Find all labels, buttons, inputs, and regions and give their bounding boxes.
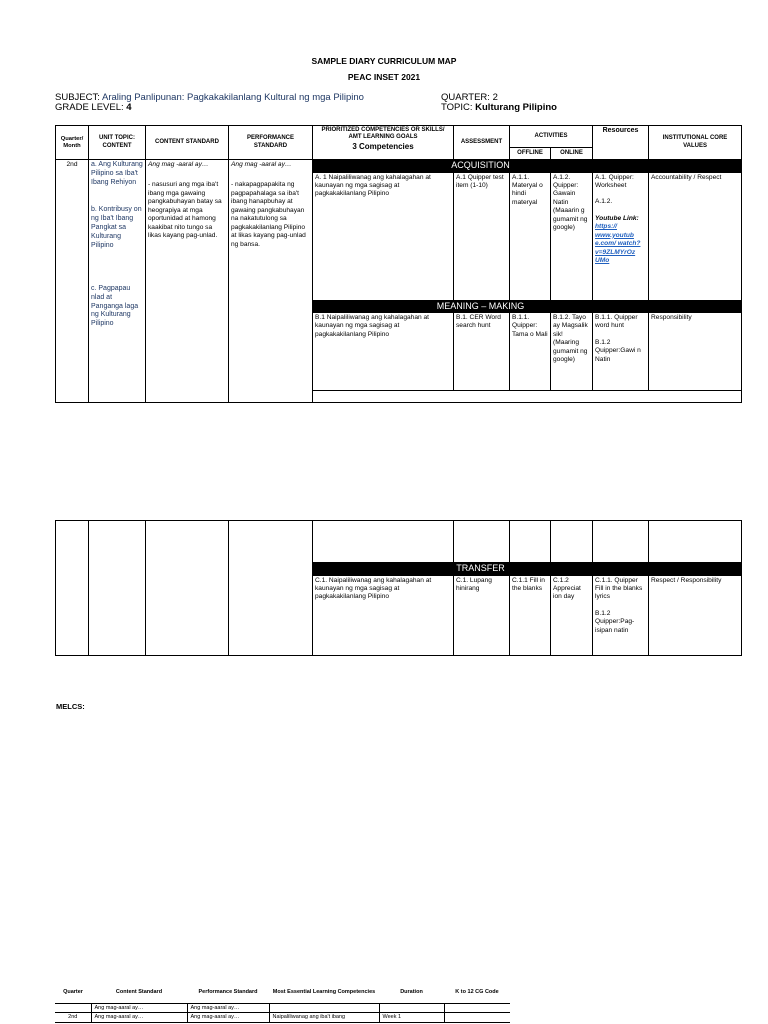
values-c: Respect / Responsibility (649, 575, 742, 655)
melc-row-content: Ang mag-aaral ay… (91, 1013, 187, 1023)
res-b2: B.1.2 Quipper:Gawi n Natin (595, 338, 641, 363)
col-quarter: Quarter/ Month (56, 126, 89, 160)
values-header-spacer-2 (649, 300, 742, 313)
resources-a (593, 172, 649, 300)
melc-table (55, 983, 510, 1023)
perf-intro: Ang mag -aaral ay… (231, 161, 292, 168)
grade-label: GRADE LEVEL: (55, 102, 124, 113)
values-b: Responsibility (649, 313, 742, 391)
offline-c: C.1.1 Fill in the blanks (510, 575, 551, 655)
performance-standard-cell (229, 160, 313, 403)
t2-blank-5 (593, 521, 649, 563)
unit-topic-cell (89, 160, 146, 403)
assessment-a: A.1 Quipper test item (1-10) (454, 172, 510, 300)
col-competencies-sub: 3 Competencies (352, 142, 414, 152)
melc-col-performance: Performance Standard (187, 983, 269, 1003)
col-competencies (313, 126, 454, 160)
col-resources: Resources (593, 126, 649, 160)
subject-label: SUBJECT: (55, 92, 100, 103)
perf-text: - nakapagpapakita ng pagpapahalaga sa iba't ibang hanapbuhay at gawaing pangkabuhayan na nakatutulong sa pagkakakilanlang Pilipino at likas kayang pag-unlad ng bansa. (231, 181, 306, 248)
curriculum-map-table-2 (55, 520, 742, 656)
res-c2: B.1.2 Quipper:Pag-isipan natin (595, 609, 635, 634)
melc-col-quarter: Quarter (55, 983, 91, 1003)
competency-c: C.1. Naipaliliwanag ang kahalagahan at kaunayan ng mga sagisag at pagkakakilanlang Pilipino (313, 575, 454, 655)
melc-row-duration: Week 1 (379, 1013, 444, 1023)
res-a1: A.1. Quipper: Worksheet (595, 173, 634, 189)
topic-label: TOPIC: (441, 102, 473, 113)
quarter-cell: 2nd (56, 160, 89, 403)
transfer-spacer (649, 563, 742, 576)
col-online: ONLINE (551, 148, 593, 160)
col-performance-standard: PERFORMANCE STANDARD (229, 126, 313, 160)
curriculum-map-table (55, 125, 742, 403)
section-acquisition: ACQUISITION (313, 160, 649, 173)
quarter-value: 2 (492, 92, 498, 103)
melcs-label: MELCS: (56, 702, 85, 711)
resources-c (593, 575, 649, 655)
values-a: Accountability / Respect (649, 172, 742, 300)
t2-quarter (56, 521, 89, 656)
unit-a: a. Ang Kulturang Pilipino sa Iba't Ibang Rehiyon (91, 161, 143, 186)
melc-row-code (444, 1013, 510, 1023)
col-core-values: INSTITUTIONAL CORE VALUES (649, 126, 742, 160)
doc-title: SAMPLE DIARY CURRICULUM MAP (311, 56, 457, 66)
offline-a: A.1.1. Materyal o hindi materyal (510, 172, 551, 300)
grade-line (55, 102, 132, 113)
col-unit: UNIT TOPIC: CONTENT (89, 126, 146, 160)
t2-blank-4 (551, 521, 593, 563)
resources-b (593, 313, 649, 391)
melc-row-comp: Naipaliliwanag ang iba't ibang (269, 1013, 379, 1023)
res-c1: C.1.1. Quipper Fill in the blanks lyrics (595, 576, 643, 601)
res-b1: B.1.1. Quipper word hunt (595, 314, 638, 330)
doc-subtitle: PEAC INSET 2021 (347, 72, 421, 82)
t2-blank-2 (454, 521, 510, 563)
col-activities: ACTIVITIES (510, 126, 593, 148)
melc-intro-quarter (55, 1003, 91, 1013)
melc-intro-perf: Ang mag-aaral ay… (187, 1003, 269, 1013)
melc-row-perf: Ang mag-aaral ay… (187, 1013, 269, 1023)
melc-col-content: Content Standard (91, 983, 187, 1003)
content-text: - nasusuri ang mga iba't ibang mga gawaing pangkabuhayan batay sa heograpiya at mga oportunidad at hamong kaakibat nito tungo sa likas kayang pag-unlad. (148, 181, 222, 240)
grade-value: 4 (126, 102, 132, 113)
offline-b: B.1.1. Quipper: Tama o Mali (510, 313, 551, 391)
youtube-link[interactable]: https:// www.youtub e.com/ watch? v=9ZLMYrOz UMo (595, 223, 641, 265)
online-b: B.1.2. Tayo ay Magsalik sik! (Maaring gumamit ng google) (551, 313, 593, 391)
t2-unit (89, 521, 146, 656)
col-competencies-label: PRIORITIZED COMPETENCIES OR SKILLS/ AMT LEARNING GOALS (321, 127, 445, 141)
topic-value: Kulturang Pilipino (475, 102, 557, 113)
melc-col-duration: Duration (379, 983, 444, 1003)
section-meaning-making: MEANING – MAKING (313, 300, 649, 313)
t2-blank-6 (649, 521, 742, 563)
quarter-label: QUARTER: (441, 92, 490, 103)
competency-b: B.1 Naipaliliwanag ang kahalagahan at kaunayan ng mga sagisag at pagkakakilanlang Pilipino (313, 313, 454, 391)
unit-c: c. Pagpapau nlad at Panganga laga ng Kulturang Pilipino (91, 284, 139, 328)
col-content-standard: CONTENT STANDARD (146, 126, 229, 160)
assessment-b: B.1. CER Word search hunt (454, 313, 510, 391)
values-header-spacer (649, 160, 742, 173)
online-a: A.1.2. Quipper: Gawain Natin (Maaarin g gumamit ng google) (551, 172, 593, 300)
melc-intro-content: Ang mag-aaral ay… (91, 1003, 187, 1013)
row1-spacer (313, 391, 742, 403)
melc-col-code: K to 12 CG Code (444, 983, 510, 1003)
content-intro: Ang mag -aaral ay… (148, 161, 209, 168)
melc-col-competencies: Most Essential Learning Competencies (269, 983, 379, 1003)
melc-intro-code (444, 1003, 510, 1013)
melc-intro-duration (379, 1003, 444, 1013)
t2-blank-3 (510, 521, 551, 563)
online-c: C.1.2 Appreciat ion day (551, 575, 593, 655)
res-a2: A.1.2. (595, 198, 613, 206)
melc-row-quarter: 2nd (55, 1013, 91, 1023)
melc-intro-comp (269, 1003, 379, 1013)
t2-content (146, 521, 229, 656)
assessment-c: C.1. Lupang hinirang (454, 575, 510, 655)
col-assessment: ASSESSMENT (454, 126, 510, 160)
content-standard-cell (146, 160, 229, 403)
col-offline: OFFLINE (510, 148, 551, 160)
section-transfer: TRANSFER (313, 563, 649, 576)
competency-a: A. 1 Naipaliliwanag ang kahalagahan at kaunayan ng mga sagisag at pagkakakilanlang Pilipino (313, 172, 454, 300)
t2-blank-1 (313, 521, 454, 563)
subject-value: Araling Panlipunan: Pagkakakilanlang Kultural ng mga Pilipino (102, 92, 364, 103)
t2-perf (229, 521, 313, 656)
res-a3: Youtube Link: (595, 214, 639, 222)
unit-b: b. Kontribusy on ng Iba't Ibang Pangkat sa Kulturang Pilipino (91, 205, 142, 249)
topic-line (441, 102, 557, 113)
